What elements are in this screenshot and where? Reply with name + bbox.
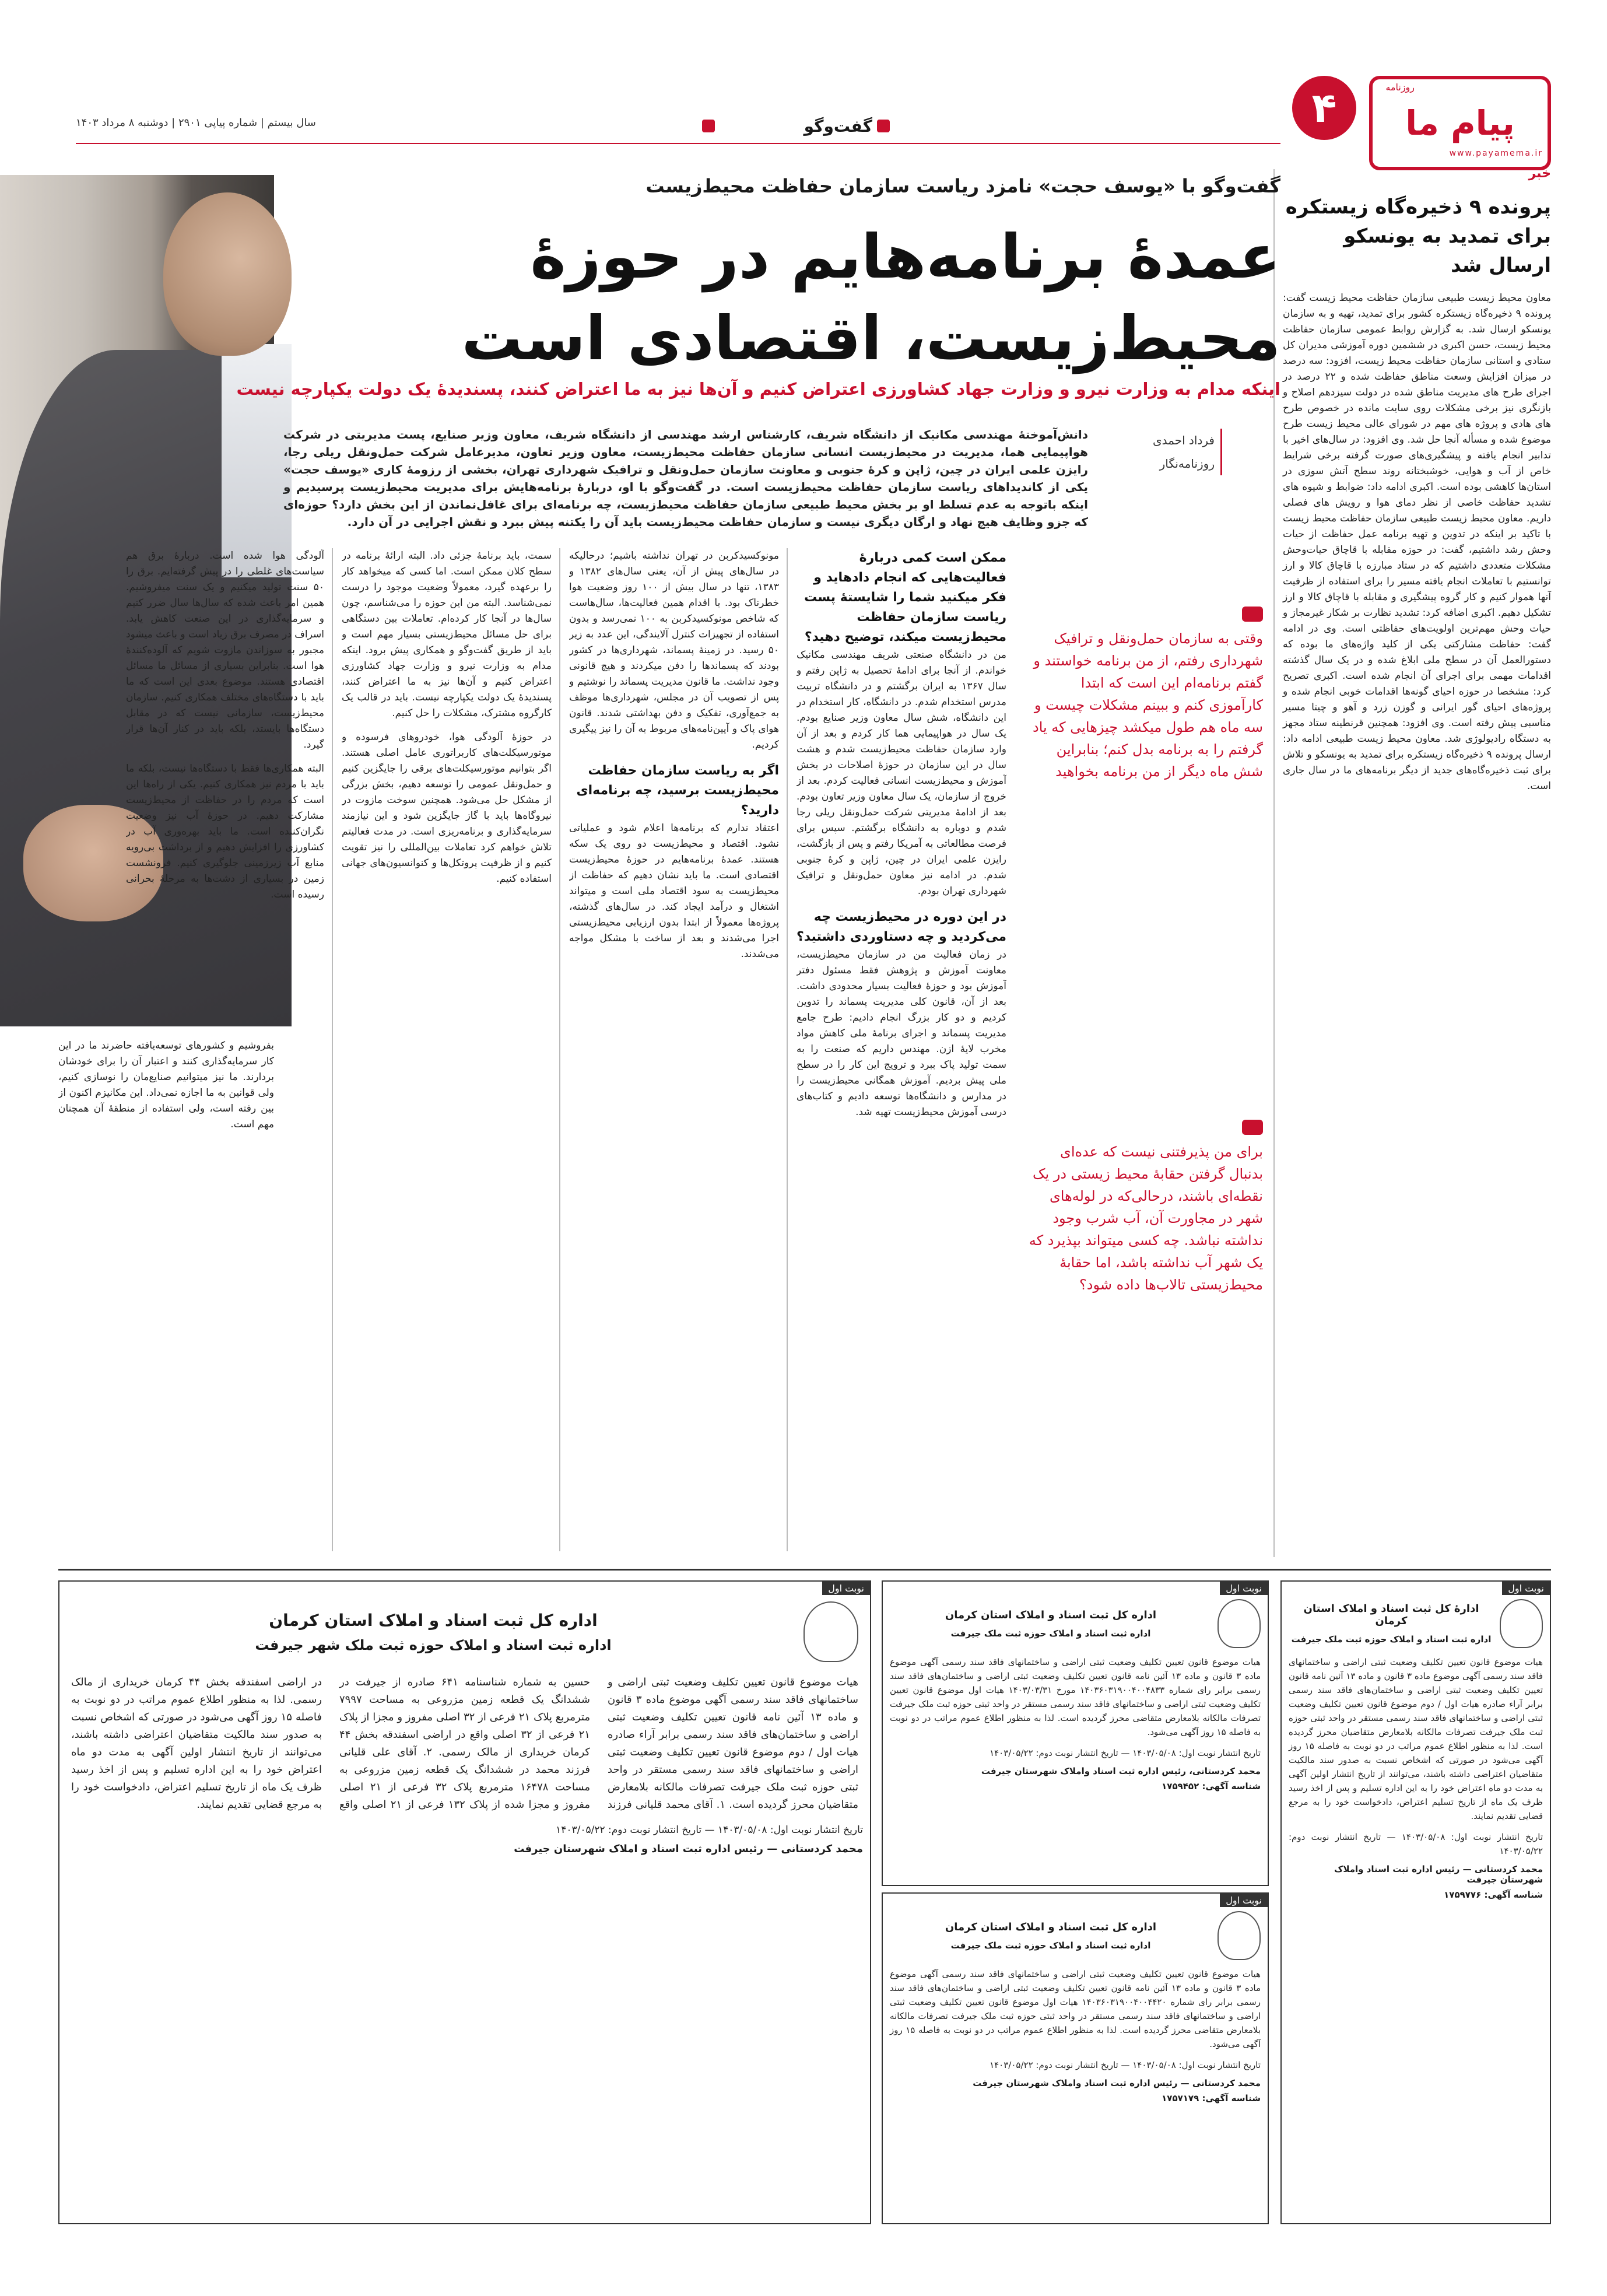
news-body: معاون محیط زیست طبیعی سازمان حفاظت محیط زیست گفت: پرونده ۹ ذخیره‌گاه زیستکره کشور برای تمدید، تهیه و به سازمان یونسکو ارسال شد. به گزارش روابط عمومی سازمان حفاظت محیط زیست، حسن اکبری در ششمین دوره آموزشی مدیران کل ستادی و استانی سازمان حفاظت محیط زیست، افزود: سه درصد در میزان افزایش وسعت مناطق حفاظت شده و ۲۲ درصد در اجرای طرح های مدیریت مناطق شده در دولت سیزدهم اصلاح و بازنگری نیز برخی مشکلات روی سایت مانده در خصوص طرح های هادی و پروژه های مهم در شورای عالی محیط زیست طرح موضوع شده و مسأله آنجا حل شد. وی افزود: در سال‌های اخیر با تدابیر انجام یافته و پیشگیری‌های صورت گرفته برخی شرایط خاص از آب و هوایی، خوشبختانه روند سطح آتش سوزی در استان‌ها کاهشی بوده است. اکبری ادامه داد: ضوابط و شیوه های تشدید حفاظت خاصی از نظر دمای هوا و رویش های فصلی داریم. معاون محیط زیست طبیعی سازمان حفاظت محیط زیست با تاکید بر اینکه در تدوین و تهیه برنامه عمل حفاظت از حیات وحش رشد داشتیم، گفت: در حوزه مقابله با قاچاق حیات‌وحش مشکلات متعددی داشتیم که در ستاد مبارزه با قاچاق کالا و ارز توانستیم با تعاملات انجام یافته مسیر را برای استفاده از ظرفیت آنها هموار کنیم و کار گروه پیشگیری و مقابله با قاچاق کالا و ارز تشکیل دهیم. اکبری اضافه کرد: تشدید نظارت بر شکار غیرمجاز و حیات وحش مهم‌ترین اولویت‌های حفاظتی است. وی در ادامه گفت: حفاظت مشارکتی یکی از کلید واژه‌های ما بوده که دستورالعمل آن در سطح ملی ابلاغ شده و در یک سال گذشته اقدامات مهمی برای اجرای آن انجام شده است. اکبری تصریح کرد: مشخصا در حوزه احیای گونه‌ها اقدامات خوبی انجام شده و پروژه‌های احیای گور ایرانی و گوزن زرد و آهو و چیتا مسیر مناسبی پیش رفته است. وی افزود: همچنین قرنطینه ستاد مجهز به دستگاه رادیولوژی شد. معاون محیط زیست طبیعی ادامه داد: ارسال پرونده ۹ ذخیره‌گاه زیستکره برای تمدید به یونسکو و تلاش برای ثبت ذخیره‌گاه‌های جدید از دیگر برنامه‌های ما در سال جاری است.	[1283, 292, 1551, 792]
article-column	[569, 548, 779, 1551]
section-marker-icon	[877, 120, 890, 132]
notice-subtitle: اداره ثبت اسناد و املاک حوزه ثبت ملک جیرفت	[950, 1940, 1151, 1951]
logo-text: پیام ما	[1405, 103, 1515, 143]
quote-icon	[1242, 607, 1263, 622]
notice-code: شناسه آگهی: ۱۷۵۹۷۷۶	[1444, 1890, 1543, 1900]
section-label: گفت‌وگو	[804, 117, 872, 136]
notice-dates: تاریخ انتشار نوبت اول: ۱۴۰۳/۰۵/۰۸ — تاریخ انتشار نوبت دوم: ۱۴۰۳/۰۵/۲۲	[990, 2060, 1261, 2070]
notice-badge: نوبت اول	[822, 1582, 870, 1595]
masthead	[0, 0, 1607, 175]
notice-signature: محمد کردستانی، رئیس اداره ثبت اسناد واملاک شهرستان جیرفت	[981, 1766, 1261, 1776]
notice-signature: محمد کردستانی — رئیس اداره ثبت اسناد واملاک شهرستان جیرفت	[1334, 1864, 1543, 1885]
notice-subtitle: اداره ثبت اسناد و املاک حوزه ثبت ملک جیرفت	[1291, 1634, 1492, 1645]
byline	[1106, 429, 1222, 475]
notice-body: هیات موضوع قانون تعیین تکلیف وضعیت ثبتی اراضی و ساختمانهای فاقد سند رسمی آگهی موضوع ماده ۳ قانون و ماده ۱۳ آئین نامه قانون تعیین تکلیف وضعیت ثبتی اراضی و ساختمان‌های فاقد سند رسمی برابر آراء صادره هیات اول / دوم موضوع قانون تعیین تکلیف وضعیت ثبتی اراضی و ساختمانهای فاقد سند رسمی مستقر در واحد ثبتی حوزه ثبت ملک جیرفت تصرفات مالکانه بلامعارض متقاضیان محرز گردیده است. لذا به منظور اطلاع عموم مراتب در دو نوبت به فاصله ۱۵ روز آگهی می‌شود در صورتی که اشخاص نسبت به صدور سند مالکیت متقاضیان اعتراضی داشته باشند، می‌توانند از تاریخ انتشار اولین آگهی به مدت دو ماه اعتراض خود را به این اداره تسلیم و پس از اخذ رسید ظرف یک ماه از تاریخ تسلیم اعتراض، دادخواست خود را به مرجع قضایی تقدیم نمایند.	[1289, 1657, 1543, 1821]
notice-badge: نوبت اول	[1502, 1582, 1550, 1595]
photo-side-text: بفروشیم و کشورهای توسعه‌یافته حاضرند ما در این کار سرمایه‌گذاری کنند و اعتبار آن را برای خودشان بردارند. ما نیز میتوانیم صنایع‌مان را نوسازی کنیم، ولی قوانین به ما اجازه نمی‌داد. این مکانیزم اکنون از بین رفته است، ولی استفاده از منطقهٔ آن همچنان مهم است.	[58, 1040, 274, 1130]
judiciary-emblem-icon	[1500, 1599, 1543, 1648]
notice-code: شناسه آگهی: ۱۷۵۷۱۷۹	[1162, 2093, 1261, 2104]
notice-title: ادارهٔ کل ثبت اسناد و املاک استان کرمان	[1303, 1603, 1479, 1627]
notice-body: هیات موضوع قانون تعیین تکلیف وضعیت ثبتی اراضی و ساختمانهای فاقد سند رسمی آگهی موضوع ماده ۳ قانون و ماده ۱۳ آئین نامه قانون تعیین تکلیف وضعیت ثبتی اراضی و ساختمان‌های فاقد سند رسمی برابر رای شماره ۱۴۰۳۶۰۳۱۹۰۰۴۰۰۴۴۲۰ هیات اول موضوع قانون تعیین تکلیف وضعیت ثبتی اراضی و ساختمانهای فاقد سند رسمی مستقر در واحد ثبتی حوزه ثبت ملک جیرفت تصرفات مالکانه بلامعارض متقاضی محرز گردیده است. لذا به منظور اطلاع عموم مراتب در دو نوبت به فاصله ۱۵ روز آگهی می‌شود.	[890, 1969, 1261, 2049]
notice-body: هیات موضوع قانون تعیین تکلیف وضعیت ثبتی اراضی و ساختمانهای فاقد سند رسمی آگهی موضوع ماده ۳ قانون و ماده ۱۳ آئین نامه قانون تعیین تکلیف وضعیت ثبتی اراضی و ساختمان‌های فاقد سند رسمی برابر آراء صادره هیات اول / دوم موضوع قانون تعیین تکلیف وضعیت ثبتی اراضی و ساختمانهای فاقد سند رسمی مستقر در واحد ثبتی حوزه ثبت ملک جیرفت تصرفات مالکانه بلامعارض متقاضیان محرز گردیده است. ۱. آقای محمد قلیانی فرزند حسین به شماره شناسنامه ۶۴۱ صادره از جیرفت در ششدانگ یک قطعه زمین مزروعی به مساحت ۷۹۹۷ مترمربع پلاک ۲۱ فرعی از ۳۲ اصلی مفروز و مجزا از پلاک ۲۱ فرعی از ۳۲ اصلی واقع در اراضی اسفندقه بخش ۴۴ کرمان خریداری از مالک رسمی. ۲. آقای علی قلیانی فرزند محمد در ششدانگ یک قطعه زمین مزروعی به مساحت ۱۶۴۷۸ مترمربع پلاک ۳۲ فرعی از ۲۱ اصلی مفروز و مجزا شده از پلاک ۱۳۲ فرعی از ۲۱ اصلی واقع در اراضی اسفندقه بخش ۴۴ کرمان خریداری از مالک رسمی. لذا به منظور اطلاع عموم مراتب در دو نوبت به فاصله ۱۵ روز آگهی می‌شود در صورتی که اشخاص نسبت به صدور سند مالکیت متقاضیان اعتراضی داشته باشند، می‌توانند از تاریخ انتشار اولین آگهی به مدت دو ماه اعتراض خود را به این اداره تسلیم و پس از اخذ رسید ظرف یک ماه از تاریخ تسلیم اعتراض، دادخواست خود را به مرجع قضایی تقدیم نمایند.	[71, 1676, 858, 1811]
legal-notice	[882, 1580, 1269, 1886]
answer: من در دانشگاه صنعتی شریف مهندسی مکانیک خواندم. از آنجا برای ادامهٔ تحصیل به ژاپن رفتم و سال ۱۳۶۷ به ایران برگشتم و در دانشگاه تربیت مدرس استخدام شدم. در دانشگاه، کار استخدام در این دانشگاه، شش سال معاون وزیر صنایع بودم. یک سال در هواپیمایی هما کار کردم و بعد از آن وارد سازمان حفاظت محیط‌زیست شدم و هشت سال در این سازمان در حوزهٔ اصلاحات در بخش آموزش و محیط‌زیست انسانی فعالیت کردم. بعد از خروج از سازمان، یک سال معاون وزیر تعاون بودم. بعد از ادامهٔ مدیریتی شرکت حمل‌ونقل ریلی رجا شدم و دوباره به دانشگاه برگشتم. سپس برای فرصت مطالعاتی به آمریکا رفتم و پس از بازگشت، رایزن علمی ایران در چین، ژاپن و کرهٔ جنوبی شدم. در ادامه نیز معاون حمل‌ونقل و ترافیک شهرداری تهران بودم.	[797, 649, 1006, 897]
answer: سمت، باید برنامهٔ جزئی داد. البته ارائهٔ برنامه در سطح کلان ممکن است. اما کسی که میخواهد کار را برعهده گیرد، معمولاً وضعیت موجود را درست نمی‌شناسد. البته من این حوزه را می‌شناسم، چون سال‌ها در آنجا کار کرده‌ام. تعاملات بین دستگاهی برای حل مسائل محیط‌زیستی بسیار مهم است و باید از طریق گفت‌وگو و همکاری پیش برود. اینکه مدام به وزارت نیرو و وزارت جهاد کشاورزی اعتراض کنیم و آن‌ها نیز به ما اعتراض کنند، پسندیدهٔ یک دولت یکپارچه نیست. باید در قالب یک کارگروه مشترک، مشکلات را حل کنیم.	[342, 550, 552, 719]
notice-title: اداره کل ثبت اسناد و املاک استان کرمان	[269, 1610, 598, 1630]
judiciary-emblem-icon	[1217, 1911, 1261, 1960]
answer: آلودگی هوا شده است. دربارهٔ برق هم سیاست‌های غلطی را در پیش گرفته‌ایم. برق را ۵۰ سنت تولید میکنیم و یک سنت میفروشیم. همین امر باعث شده که سال‌ها سال ضرر کنیم و سرمایه‌گذاری در این صنعت کاهش یابد. اسراف در مصرف برق زیاد است و باعث میشود مجبور به سوزاندن مازوت شویم که آلوده‌کنندهٔ هوا است. بنابراین بسیاری از مسائل ما مسائل اقتصادی هستند. موضوع بعدی این است که ما باید با دستگاه‌های مختلف همکاری کنیم. سازمان محیط‌زیست، سازمانی نیست که در مقابل دستگاه‌ها بایستد، بلکه باید در کنار آن‌ها قرار گیرد.	[126, 550, 324, 751]
pull-quote-text: وقتی به سازمان حمل‌ونقل و ترافیک شهرداری رفتم، از من برنامه خواستند و گفتم برنامه‌ام این است که ابتدا کارآموزی کنم و ببینم مشکلات چیست و سه ماه هم طول میکشد چیزهایی که یاد گرفتم را به برنامه بدل کنم؛ بنابراین شش ماه دیگر از من برنامه بخواهید	[1033, 630, 1263, 780]
notice-subtitle: اداره ثبت اسناد و املاک حوزه ثبت ملک شهر جیرفت	[255, 1636, 612, 1653]
header-rule	[76, 143, 1280, 144]
answer: البته همکاری‌ها فقط با دستگاه‌ها نیست، بلکه ما باید با مردم نیز همکاری کنیم. یکی از راه‌ها این است که مردم را در حفاظت از محیط‌زیست مشارکت دهیم. در حوزهٔ آب نیز وضعیت نگران‌کننده است. ما باید بهره‌وری آب در کشاورزی را افزایش دهیم و از برداشت بی‌رویه منابع آب زیرزمینی جلوگیری کنیم. فرونشست زمین در بسیاری از دشت‌ها به مرحلهٔ بحرانی رسیده است.	[126, 763, 324, 900]
legal-notice	[58, 1580, 871, 2224]
answer: در حوزهٔ آلودگی هوا، خودروهای فرسوده و موتورسیکلت‌های کاربراتوری عامل اصلی هستند. اگر بتوانیم موتورسیکلت‌های برقی را جایگزین کنیم و حمل‌ونقل عمومی را توسعه دهیم، بخش بزرگی از مشکل حل می‌شود. همچنین سوخت مازوت در نیروگاه‌ها باید با گاز جایگزین شود و این نیازمند سرمایه‌گذاری و برنامه‌ریزی است. در مدت فعالیتم تلاش خواهم کرد تعاملات بین‌المللی را نیز تقویت کنیم و از ظرفیت پروتکل‌ها و کنوانسیون‌های جهانی استفاده کنیم.	[342, 731, 552, 885]
notice-dates: تاریخ انتشار نوبت اول: ۱۴۰۳/۰۵/۰۸ — تاریخ انتشار نوبت دوم: ۱۴۰۳/۰۵/۲۲	[990, 1748, 1261, 1758]
page-number: ۴	[1292, 76, 1356, 140]
notice-code: شناسه آگهی: ۱۷۵۹۴۵۲	[1162, 1781, 1261, 1792]
question: ممکن است کمی دربارهٔ فعالیت‌هایی که انجام دادهاید و فکر میکنید شما را شایستهٔ پست ریاست سازمان حفاظت محیط‌زیست میکند، توضیح دهید؟	[804, 551, 1006, 644]
news-title: پرونده ۹ ذخیره‌گاه زیستکره برای تمدید به یونسکو ارسال شد	[1285, 195, 1551, 277]
pull-quote-text: برای من پذیرفتنی نیست که عده‌ای بدنبال گرفتن حقابهٔ محیط زیستی در یک نقطه‌ای باشند، درحالی‌که در لوله‌های شهر در مجاورت آن، آب شرب وجود نداشته نباشد. چه کسی میتواند بپذیرد که یک شهر آب نداشته باشد، اما حقابهٔ محیط‌زیستی تالاب‌ها داده شود؟	[1029, 1144, 1263, 1293]
answer: در زمان فعالیت من در سازمان محیط‌زیست، معاونت آموزش و پژوهش فقط مسئول دفتر آموزش بود و حوزهٔ فعالیت بسیار محدودی داشت. بعد از آن، قانون کلی مدیریت پسماند را تدوین کردیم و دو کار بزرگ انجام دادیم: طرح جامع مدیریت پسماند و اجرای برنامهٔ ملی کاهش مواد مخرب لایهٔ ازن. مهندس داریم که صنعت را به سمت تولید پاک ببرد و ترویج این کار را در سطح ملی پیش بردیم. آموزش همگانی محیط‌زیست را در مدارس و دانشگاه‌ها توسعه دادیم و کتاب‌های درسی آموزش محیط‌زیست تهیه شد.	[797, 949, 1006, 1118]
article-lead: دانش‌آموختهٔ مهندسی مکانیک از دانشگاه شریف، کارشناس ارشد مهندسی از دانشگاه شریف، معاون وزیر صنایع، پست مدیریتی در شرکت هواپیمایی هما، مدیریت در محیط‌زیست انسانی سازمان حفاظت محیط‌زیست، معاون وزیر تعاون، مدیرعامل شرکت حمل‌ونقل ریلی رجا، رایزن علمی ایران در چین، ژاپن و کرهٔ جنوبی و معاونت سازمان حمل‌ونقل و ترافیک شهرداری تهران، بخشی از رزومهٔ کاری «یوسف حجت» یکی از کاندیداهای ریاست سازمان حفاظت محیط‌زیست است. در گفت‌وگو با او، دربارهٔ برنامه‌هایش برای مدیریت محیط‌زیست پرسیدیم و اینکه باتوجه به عدم تسلط او بر بخش محیط طبیعی سازمان حفاظت محیط‌زیست، چه برنامه‌ای برای غافل‌نماندن از این بخش دارد؟ حوزه‌ای که جزو وظایف هیچ نهاد و ارگان دیگری نیست و سازمان حفاظت محیط‌زیست باید آن را یکتنه پیش ببرد و نقش اجرایی در آن دارد.	[283, 427, 1088, 529]
article-column	[126, 548, 324, 1026]
question: اگر به ریاست سازمان حفاظت محیط‌زیست برسید، چه برنامه‌ای دارید؟	[576, 763, 779, 818]
judiciary-emblem-icon	[804, 1601, 858, 1662]
notice-dates: تاریخ انتشار نوبت اول: ۱۴۰۳/۰۵/۰۸ — تاریخ انتشار نوبت دوم: ۱۴۰۳/۰۵/۲۲	[1289, 1832, 1543, 1856]
legal-notice	[882, 1892, 1269, 2224]
column-divider	[332, 548, 333, 1551]
ads-divider	[58, 1569, 1551, 1571]
article-column	[797, 548, 1006, 1551]
article-kicker: گفت‌وگو با «یوسف حجت» نامزد ریاست سازمان حفاظت محیط‌زیست	[645, 175, 1280, 197]
logo-url: www.payamema.ir	[1449, 149, 1543, 158]
notice-title: اداره کل ثبت اسناد و املاک استان کرمان	[945, 1920, 1157, 1933]
notice-body: هیات موضوع قانون تعیین تکلیف وضعیت ثبتی اراضی و ساختمانهای فاقد سند رسمی آگهی موضوع ماده ۳ قانون و ماده ۱۳ آئین نامه قانون تعیین تکلیف وضعیت ثبتی اراضی و ساختمان‌های فاقد سند رسمی برابر رای شماره ۱۴۰۳۶۰۳۱۹۰۰۴۰۰۴۸۳۳ مورخ ۱۴۰۳/۰۳/۳۱ هیات اول موضوع قانون تعیین تکلیف وضعیت ثبتی اراضی و ساختمانهای فاقد سند رسمی مستقر در واحد ثبتی حوزه ثبت ملک جیرفت تصرفات مالکانه بلامعارض متقاضی محرز گردیده است. لذا به منظور اطلاع عموم مراتب در دو نوبت به فاصله ۱۵ روز آگهی می‌شود.	[890, 1657, 1261, 1737]
notice-subtitle: اداره ثبت اسناد و املاک حوزه ثبت ملک جیرفت	[950, 1628, 1151, 1639]
column-divider	[559, 548, 560, 1551]
photo-head-shape	[163, 192, 292, 356]
column-divider	[787, 548, 788, 1551]
question: در این دوره در محیط‌زیست چه می‌کردید و چه دستاوردی داشتید؟	[797, 910, 1006, 944]
article-subhead: اینکه مدام به وزارت نیرو و وزارت جهاد کشاورزی اعتراض کنیم و آن‌ها نیز به ما اعتراض کنند، پسندیدهٔ یک دولت یکپارچه نیست	[236, 379, 1280, 399]
notice-dates: تاریخ انتشار نوبت اول: ۱۴۰۳/۰۵/۰۸ — تاریخ انتشار نوبت دوم: ۱۴۰۳/۰۵/۲۲	[556, 1824, 863, 1836]
pull-quote	[1024, 607, 1263, 783]
notice-badge: نوبت اول	[1220, 1894, 1268, 1907]
byline-role: روزنامه‌نگار	[1106, 452, 1222, 475]
judiciary-emblem-icon	[1217, 1599, 1261, 1648]
legal-notice	[1280, 1580, 1551, 2224]
byline-name: فرداد احمدی	[1106, 429, 1222, 452]
notice-signature: محمد کردستانی — رئیس اداره ثبت اسناد واملاک شهرستان جیرفت	[973, 2078, 1261, 2088]
article-headline: عمدهٔ برنامه‌هایم در حوزهٔ محیط‌زیست، اقتصادی است	[461, 221, 1280, 374]
section-marker-icon	[702, 120, 715, 132]
news-column	[1283, 166, 1551, 794]
pull-quote	[1024, 1120, 1263, 1296]
answer: مونوکسیدکربن در تهران نداشته باشیم؛ درحالیکه در سال‌های پیش از آن، یعنی سال‌های ۱۳۸۲ و ۱۳۸۳، تنها در سال بیش از ۱۰۰ روز وضعیت هوا خطرناک بود. با اقدام همین فعالیت‌ها، سال‌هاست که شاخص مونوکسیدکربن به ۱۰۰ نمی‌رسد و بدون استفاده از تجهیزات کنترل آلایندگی، این عدد به زیر ۵۰ رسید. در زمینهٔ پسماند، شهرداری‌ها در کشور بودند که پسماندها را دفن میکردند و هیچ قانونی وجود نداشت. ما قانون مدیریت پسماند را نوشتیم و پس از تصویب آن در مجلس، شهرداری‌ها موظف به جمع‌آوری، تفکیک و دفن بهداشتی شدند. قانون هوای پاک و آیین‌نامه‌های مربوط به آن را نیز پیگیری کردیم.	[569, 550, 779, 751]
issue-info: سال بیستم | شماره پیاپی ۲۹۰۱ | دوشنبه ۸ مرداد ۱۴۰۳	[76, 117, 316, 129]
notice-signature: محمد کردستانی — رئیس اداره ثبت اسناد و املاک شهرستان جیرفت	[514, 1843, 863, 1855]
quote-icon	[1242, 1120, 1263, 1135]
news-tag: خبر	[1528, 166, 1551, 181]
logo-caption: روزنامه	[1385, 82, 1415, 93]
article-column	[342, 548, 552, 1551]
notice-badge: نوبت اول	[1220, 1582, 1268, 1595]
answer: اعتقاد ندارم که برنامه‌ها اعلام شود و عملیاتی نشود. اقتصاد و محیط‌زیست دو روی یک سکه هستند. عمدهٔ برنامه‌هایم در حوزهٔ محیط‌زیست اقتصادی است. ما باید نشان دهیم که حفاظت از محیط‌زیست به سود اقتصاد ملی است و میتواند اشتغال و درآمد ایجاد کند. در سال‌های گذشته، پروژه‌ها معمولاً از ابتدا بدون ارزیابی محیط‌زیستی اجرا می‌شدند و بعد از ساخت با مشکل مواجه می‌شدند.	[569, 822, 779, 960]
notice-title: اداره کل ثبت اسناد و املاک استان کرمان	[945, 1608, 1157, 1621]
